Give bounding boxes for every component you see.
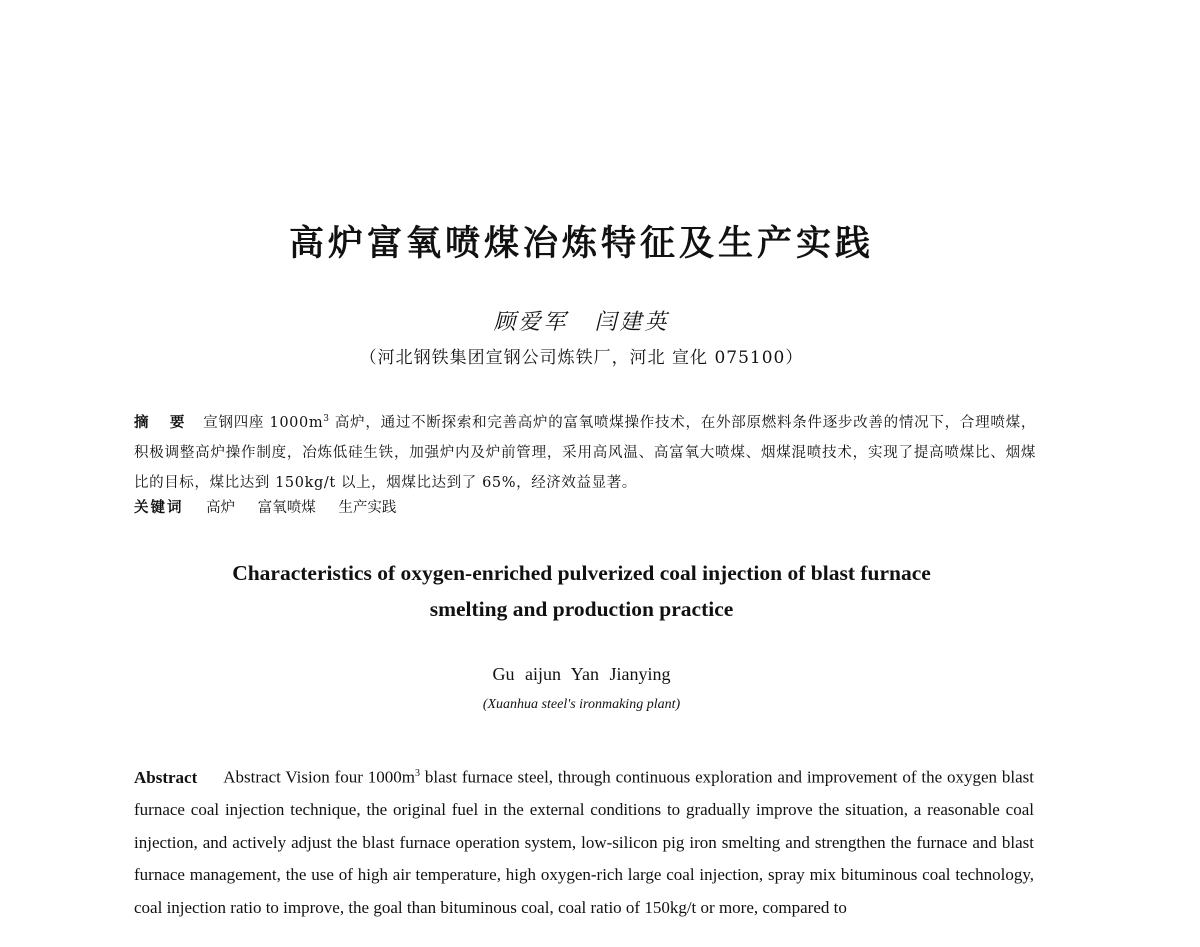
chinese-abstract bbox=[134, 404, 1036, 498]
chinese-abstract-superscript: 3 bbox=[323, 414, 330, 424]
chinese-abstract-text: 高炉，通过不断探索和完善高炉的富氧喷煤操作技术，在外部原燃料条件逐步改善的情况下，合理喷煤，积极调整高炉操作制度，冶炼低硅生铁，加强炉内及炉前管理，采用高风温、高富氧大喷煤、烟煤混喷技术，实现了提高喷煤比、烟煤比的目标，煤比达到 150kg/t 以上，烟煤比达到了 65%，经济效益显著。 bbox=[134, 414, 1036, 491]
chinese-keywords-label: 关键词 bbox=[134, 500, 184, 516]
english-abstract-superscript: 3 bbox=[415, 768, 420, 779]
chinese-abstract-label: 摘 要 bbox=[134, 414, 193, 431]
english-title bbox=[0, 555, 1163, 627]
english-abstract-text-start: Abstract Vision four 1000m bbox=[223, 767, 415, 787]
chinese-authors bbox=[0, 305, 1163, 336]
english-abstract bbox=[134, 758, 1034, 924]
keyword: 生产实践 bbox=[338, 500, 397, 516]
english-abstract-label: Abstract bbox=[134, 767, 198, 787]
keyword: 高炉 bbox=[206, 500, 236, 516]
author-name: 顾爱军 bbox=[493, 310, 569, 335]
english-title-line: Characteristics of oxygen-enriched pulverized coal injection of blast furnace bbox=[232, 561, 931, 585]
chinese-abstract-text-start: 宣钢四座 1000m bbox=[203, 414, 324, 431]
english-authors: Gu aijun Yan Jianying bbox=[492, 664, 671, 684]
chinese-affiliation: （河北钢铁集团宣钢公司炼铁厂，河北 宣化 075100） bbox=[359, 348, 804, 368]
english-affiliation: (Xuanhua steel's ironmaking plant) bbox=[482, 697, 681, 712]
keyword: 富氧喷煤 bbox=[257, 500, 316, 516]
english-title-line: smelting and production practice bbox=[429, 597, 734, 621]
author-name: 闫建英 bbox=[594, 310, 670, 335]
english-abstract-text: blast furnace steel, through continuous exploration and improvement of the oxygen blast furnace coal injection technique, the original fuel in the external conditions to gradually improve the situation, a reasonable coal injection, and actively adjust the blast furnace operation system, low-silicon pig iron smelting and strengthen the furnace and blast furnace management, the use of high air temperature, high oxygen-rich large coal injection, spray mix bituminous coal technology, coal injection ratio to improve, the goal than bituminous coal, coal ratio of 150kg/t or more, compared to bbox=[134, 767, 1034, 917]
chinese-keywords bbox=[134, 496, 1036, 517]
chinese-title: 高炉富氧喷煤冶炼特征及生产实践 bbox=[288, 224, 874, 264]
